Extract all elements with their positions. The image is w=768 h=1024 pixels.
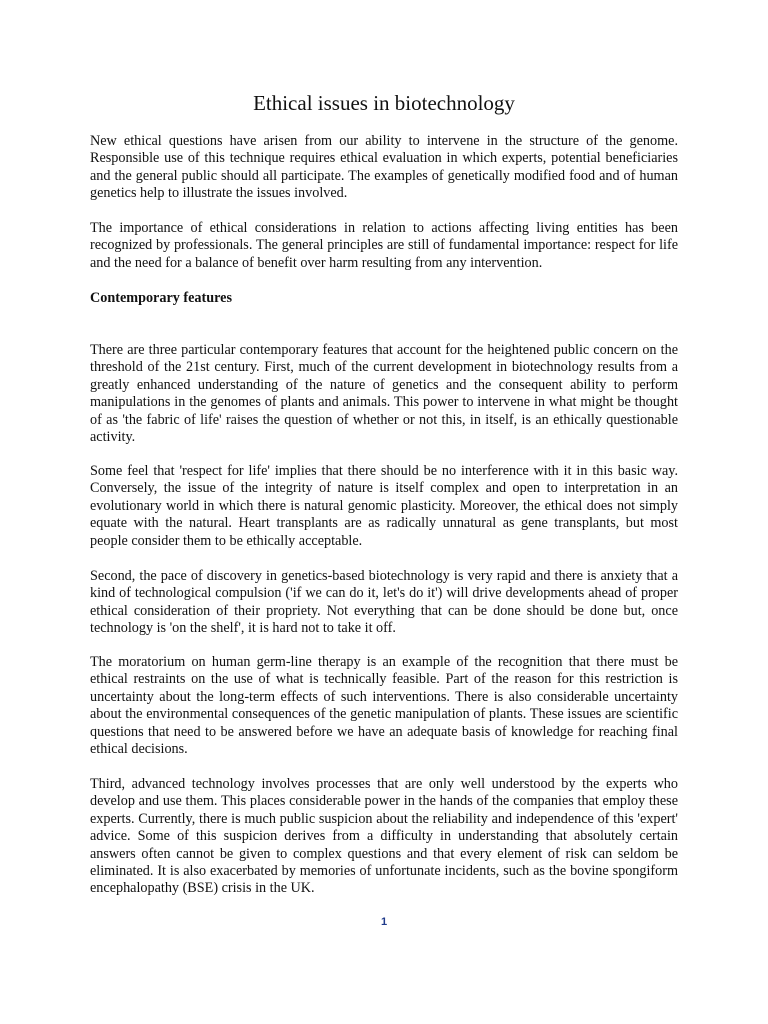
page-number: 1 <box>380 916 388 928</box>
section-paragraph-3: Second, the pace of discovery in genetics-based biotechnology is very rapid and there is anxiety that a kind of technological compulsion ('if we can do it, let's do it') will drive developments ahead of proper ethical consideration of their propriety. Not everything that can be done should be done but, once technology is 'on the shelf', it is hard not to take it off. <box>90 568 678 637</box>
intro-paragraph-1: New ethical questions have arisen from our ability to intervene in the structure of the genome. Responsible use of this technique requires ethical evaluation in which experts, potential beneficiaries and the general public should all participate. The examples of genetically modified food and of human genetics help to illustrate the issues involved. <box>90 133 678 202</box>
section-paragraph-5: Third, advanced technology involves processes that are only well understood by the experts who develop and use them. This places considerable power in the hands of the companies that employ these experts. Currently, there is much public suspicion about the reliability and independence of this 'expert' advice. Some of this suspicion derives from a difficulty in understanding that absolutely certain answers often cannot be given to complex questions and that every element of risk can seldom be eliminated. It is also exacerbated by memories of unfortunate incidents, such as the bovine spongiform encephalopathy (BSE) crisis in the UK. <box>90 776 678 897</box>
section-paragraph-4: The moratorium on human germ-line therapy is an example of the recognition that there must be ethical restraints on the use of what is technically feasible. Part of the reason for this restriction is uncertainty about the long-term effects of such interventions. There is also considerable uncertainty about the environmental consequences of the genetic manipulation of plants. These issues are scientific questions that need to be answered before we have an adequate basis of knowledge for reaching final ethical decisions. <box>90 654 678 758</box>
section-heading: Contemporary features <box>90 290 232 306</box>
document-page <box>90 0 678 1024</box>
document-title: Ethical issues in biotechnology <box>253 91 515 115</box>
intro-paragraph-2: The importance of ethical considerations in relation to actions affecting living entities has been recognized by professionals. The general principles are still of fundamental importance: respect for life and the need for a balance of benefit over harm resulting from any intervention. <box>90 220 678 271</box>
section-paragraph-1: There are three particular contemporary features that account for the heightened public concern on the threshold of the 21st century. First, much of the current development in biotechnology results from a greatly enhanced understanding of the nature of genetics and the consequent ability to perform manipulations in the genomes of plants and animals. This power to intervene in what might be thought of as 'the fabric of life' raises the question of whether or not this, in itself, is an ethically questionable activity. <box>90 342 678 446</box>
section-paragraph-2: Some feel that 'respect for life' implies that there should be no interference with it in this basic way. Conversely, the issue of the integrity of nature is itself complex and open to interpretation in an evolutionary world in which there is natural genomic plasticity. Moreover, the ethical does not simply equate with the natural. Heart transplants are as radically unnatural as gene transplants, but most people consider them to be ethically acceptable. <box>90 463 678 549</box>
